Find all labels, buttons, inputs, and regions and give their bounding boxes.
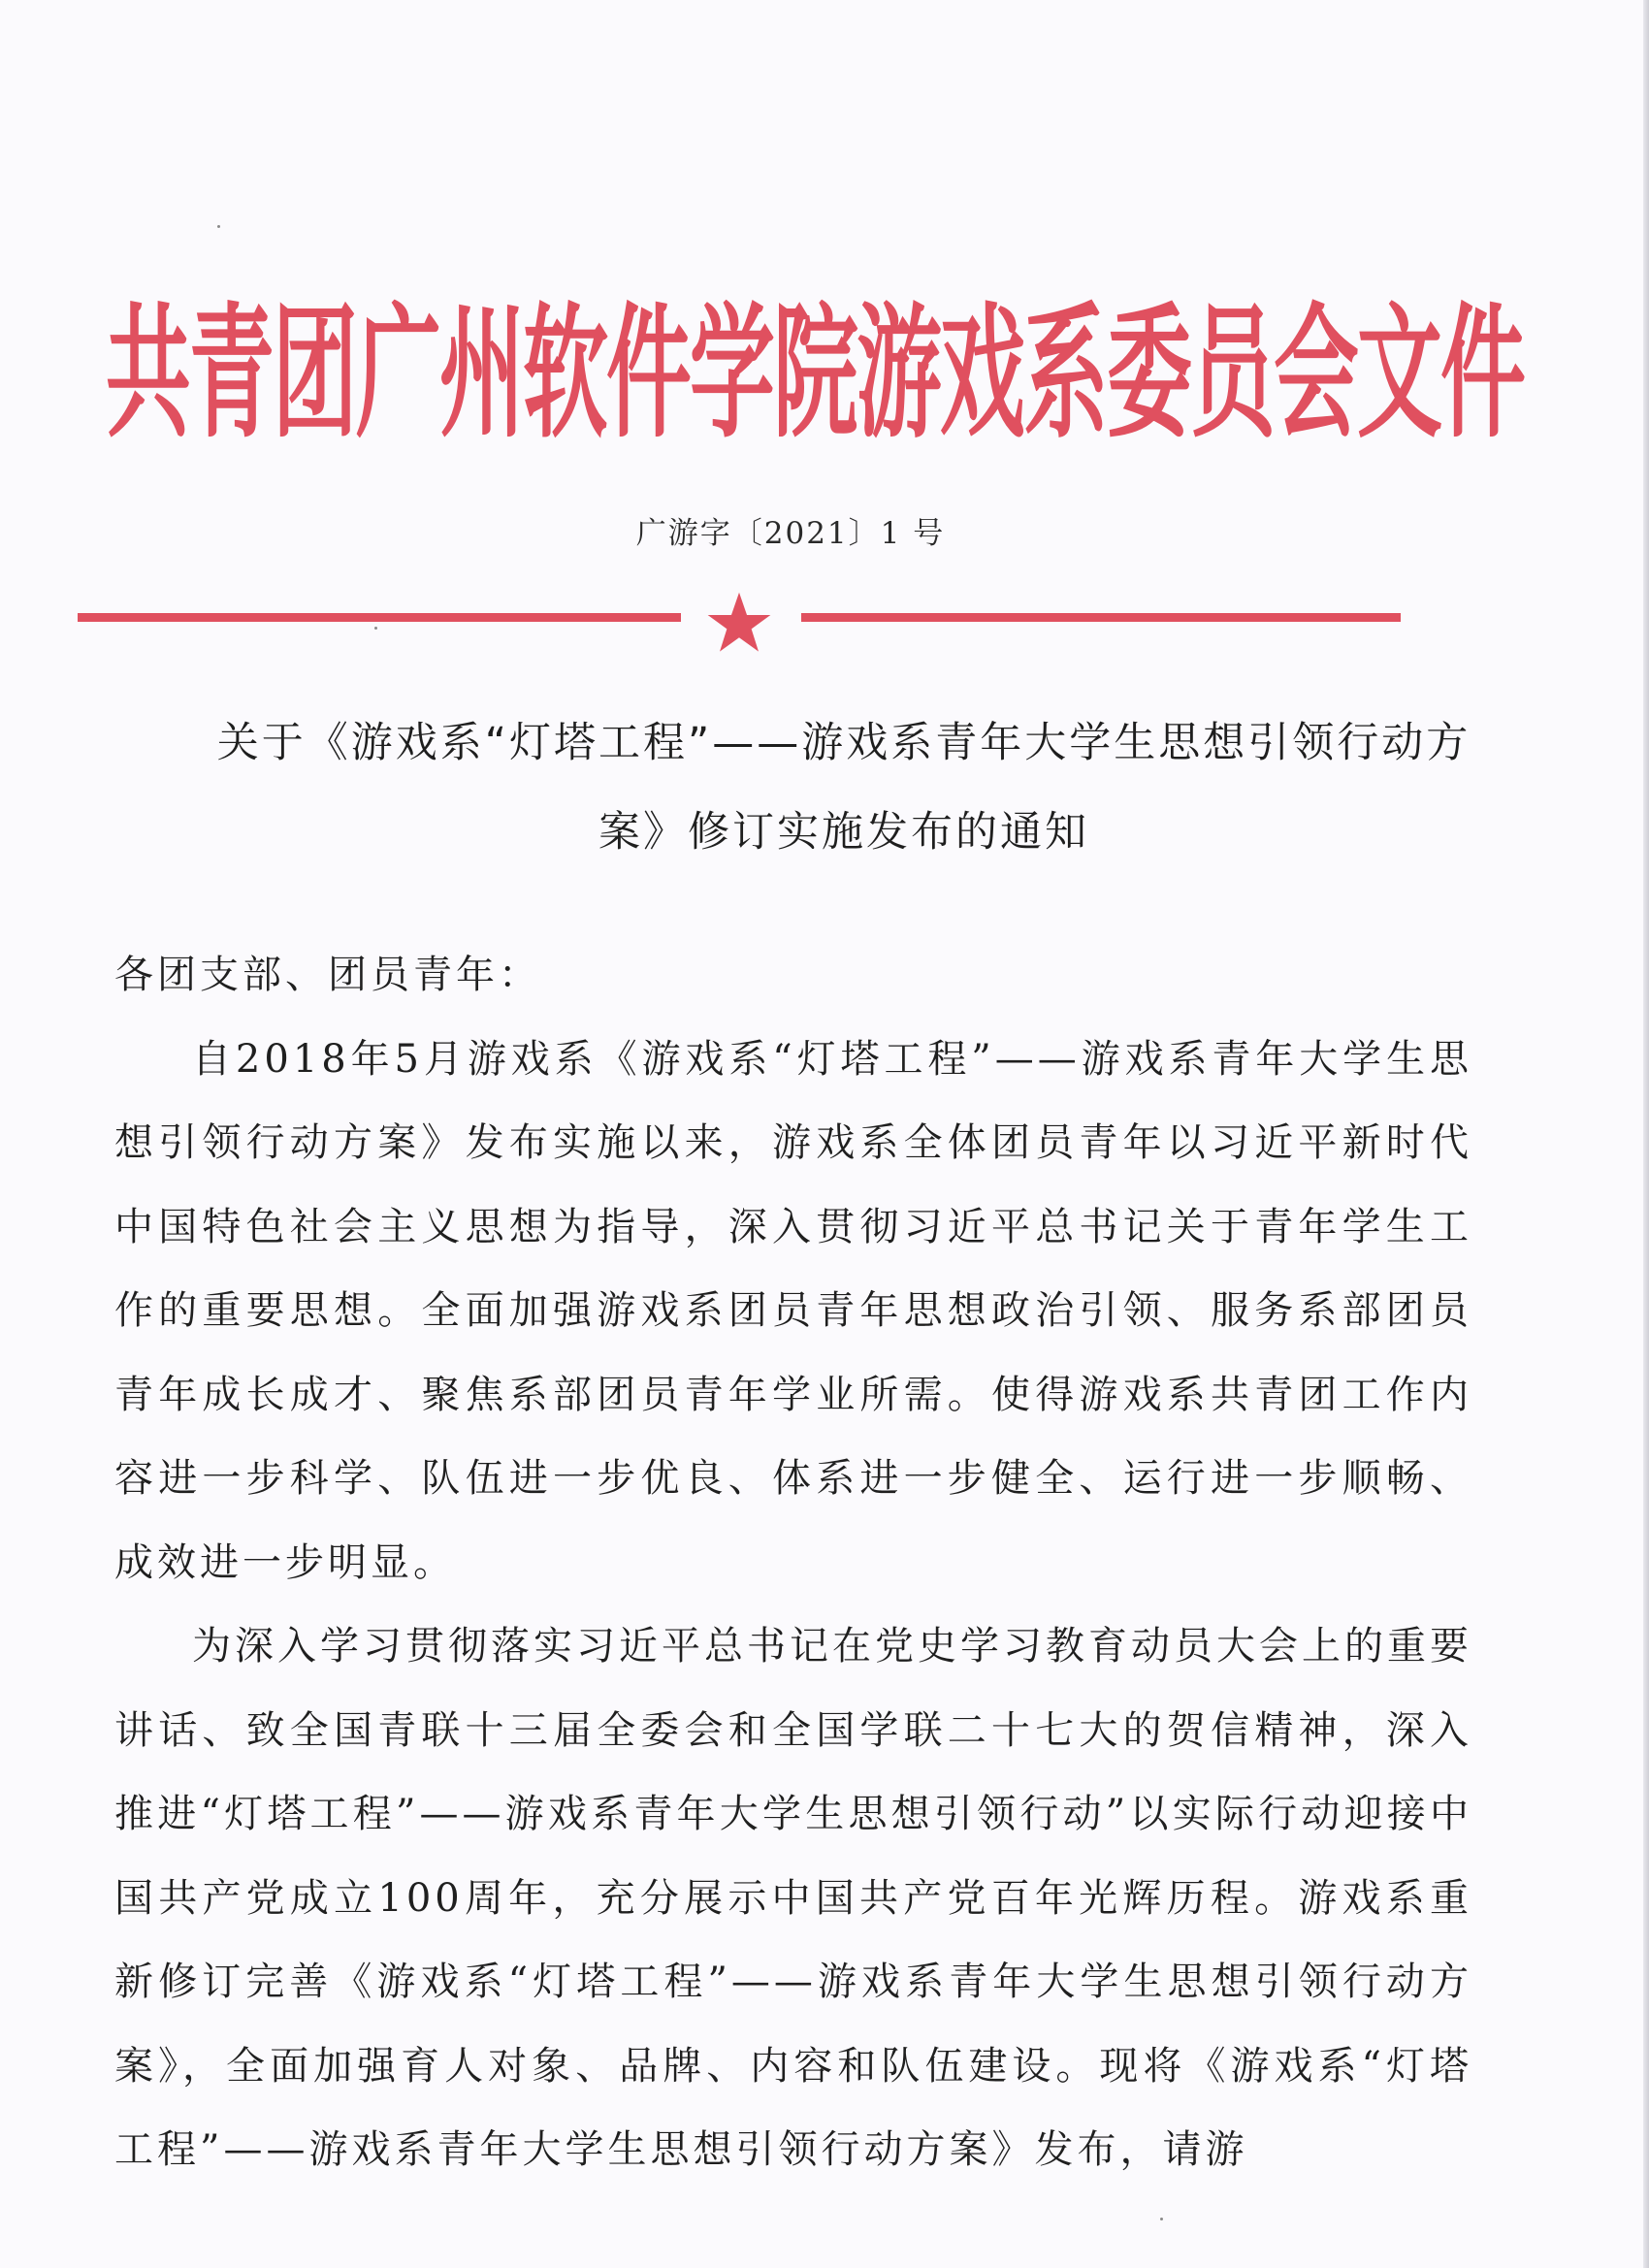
red-rule-left <box>78 613 681 622</box>
red-header-title-text: 共青团广州软件学院游戏系委员会文件 <box>105 288 1525 458</box>
salutation: 各团支部、团员青年： <box>114 953 541 997</box>
scan-speck <box>374 627 377 630</box>
page-edge-shadow <box>1643 0 1649 2268</box>
body-paragraph-2: 为深入学习贯彻落实习近平总书记在党史学习教育动员大会上的重要讲话、致全国青联十三届全委会和全国学联二十七大的贺信精神，深入推进“灯塔工程”——游戏系青年大学生思想引领行动”以实际行动迎接中国共产党成立100周年，充分展示中国共产党百年光辉历程。游戏系重新修订完善《游戏系“灯塔工程”——游戏系青年大学生思想引领行动方案》，全面加强育人对象、品牌、内容和队伍建设。现将《游戏系“灯塔工程”——游戏系青年大学生思想引领行动方案》发布，请游 <box>114 1624 1472 2172</box>
scan-speck <box>217 225 220 228</box>
notice-title: 关于《游戏系“灯塔工程”——游戏系青年大学生思想引领行动方案》修订实施发布的通知 <box>216 719 1471 857</box>
body-paragraph-1: 自2018年5月游戏系《游戏系“灯塔工程”——游戏系青年大学生思想引领行动方案》发布实施以来，游戏系全体团员青年以习近平新时代中国特色社会主义思想为指导，深入贯彻习近平总书记关于青年学生工作的重要思想。全面加强游戏系团员青年思想政治引领、服务系部团员青年成长成才、聚焦系部团员青年学业所需。使得游戏系共青团工作内容进一步科学、队伍进一步优良、体系进一步健全、运行进一步顺畅、成效进一步明显。 <box>114 1036 1472 1585</box>
document-number: 广游字〔2021〕1 号 <box>635 516 946 551</box>
notice-body <box>114 933 1472 2192</box>
red-rule-right <box>801 613 1401 622</box>
red-star-icon <box>706 590 772 656</box>
scan-speck <box>1160 2218 1163 2220</box>
red-header-title <box>105 250 1525 473</box>
